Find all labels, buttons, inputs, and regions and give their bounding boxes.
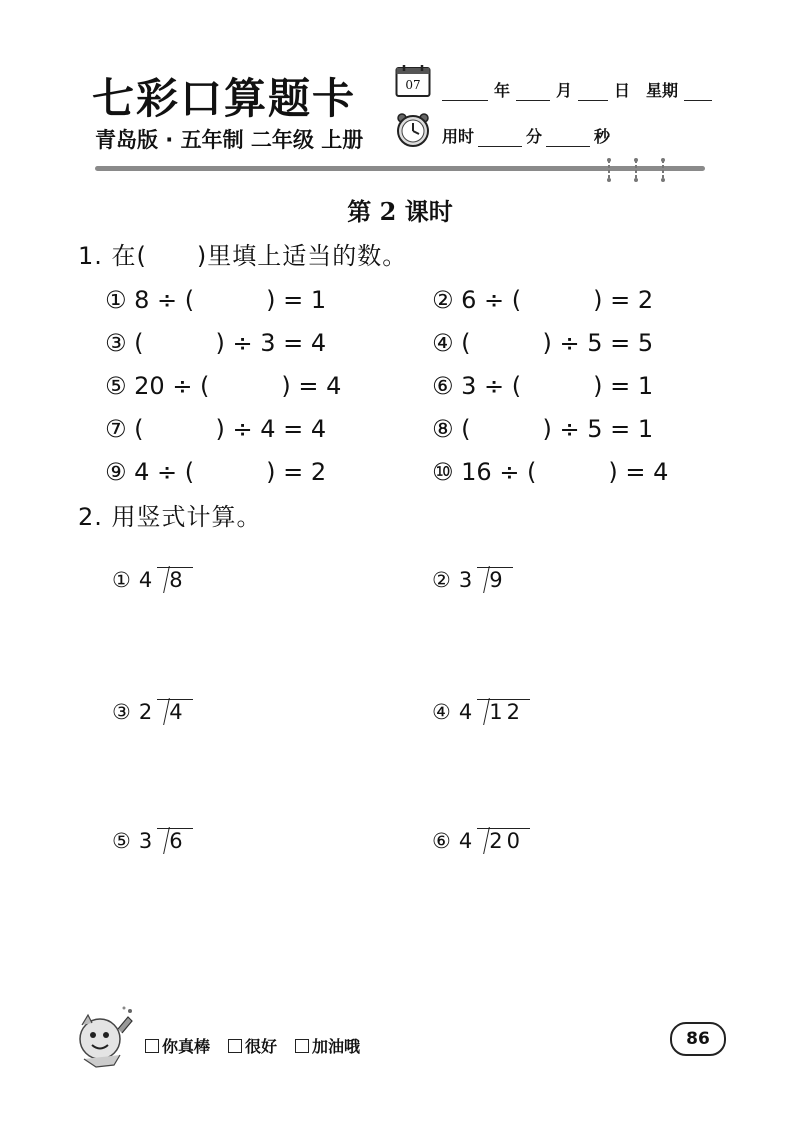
- item-label: ②: [432, 567, 451, 592]
- fill-equation-7: ⑦ ( ) ÷ 4 = 4: [105, 415, 327, 443]
- binder-clip-icon: [607, 157, 611, 183]
- division-bracket: [477, 567, 512, 592]
- rating-option-good[interactable]: [228, 1034, 277, 1057]
- rating-label: 加油哦: [312, 1037, 361, 1056]
- dividend: 20: [489, 829, 524, 853]
- time-fill-line: [442, 124, 610, 147]
- dividend: 9: [489, 568, 507, 592]
- item-label: ④: [432, 699, 451, 724]
- day-blank[interactable]: [578, 86, 608, 101]
- second-label: 秒: [594, 127, 611, 146]
- month-blank[interactable]: [516, 86, 550, 101]
- rating-label: 很好: [245, 1037, 278, 1056]
- item-label: ①: [112, 567, 131, 592]
- checkbox[interactable]: [145, 1039, 159, 1053]
- binder-clip-icon: [661, 157, 665, 183]
- time-used-label: 用时: [442, 127, 475, 146]
- item-label: ⑤: [112, 828, 131, 853]
- fill-equation-9: ⑨ 4 ÷ ( ) = 2: [105, 458, 327, 486]
- division-bracket: [157, 567, 192, 592]
- item-label: ③: [112, 699, 131, 724]
- long-division-5: [112, 828, 193, 853]
- divisor: 4: [138, 567, 153, 592]
- header-divider: [95, 166, 705, 171]
- division-bracket: [477, 828, 530, 853]
- divisor: 4: [458, 828, 473, 853]
- page-number: 86: [670, 1022, 726, 1056]
- fill-equation-5: ⑤ 20 ÷ ( ) = 4: [105, 372, 342, 400]
- rating-option-great[interactable]: [145, 1034, 210, 1057]
- long-division-3: [112, 699, 193, 724]
- month-label: 月: [556, 81, 573, 100]
- fill-equation-10: ⑩ 16 ÷ ( ) = 4: [432, 458, 669, 486]
- mascot-icon: [70, 1005, 138, 1071]
- checkbox[interactable]: [295, 1039, 309, 1053]
- clock-icon: [395, 112, 431, 148]
- divisor: 3: [458, 567, 473, 592]
- brand-title: 七彩口算题卡: [92, 74, 357, 123]
- weekday-label: 星期: [646, 81, 679, 100]
- second-blank[interactable]: [546, 132, 590, 147]
- weekday-blank[interactable]: [684, 86, 712, 101]
- divisor: 3: [138, 828, 153, 853]
- page-header: [0, 0, 800, 185]
- date-fill-line: [442, 78, 712, 101]
- division-bracket: [157, 699, 192, 724]
- binder-clip-icon: [634, 157, 638, 183]
- calendar-icon: [395, 64, 431, 98]
- divisor: 4: [458, 699, 473, 724]
- minute-label: 分: [526, 127, 543, 146]
- year-blank[interactable]: [442, 86, 488, 101]
- minute-blank[interactable]: [478, 132, 522, 147]
- long-division-4: [432, 699, 530, 724]
- question-1-heading: 1. 在( )里填上适当的数。: [78, 242, 408, 270]
- day-label: 日: [614, 81, 631, 100]
- fill-equation-1: ① 8 ÷ ( ) = 1: [105, 286, 327, 314]
- divisor: 2: [138, 699, 153, 724]
- long-division-1: [112, 567, 193, 592]
- edition-label: 青岛版 · 五年制 二年级 上册: [95, 128, 364, 152]
- calendar-day: 07: [405, 78, 421, 92]
- dividend: 12: [489, 700, 524, 724]
- dividend: 4: [169, 700, 187, 724]
- fill-equation-4: ④ ( ) ÷ 5 = 5: [432, 329, 654, 357]
- long-division-6: [432, 828, 530, 853]
- rating-option-keep-going[interactable]: [295, 1034, 360, 1057]
- self-rating: [145, 1034, 360, 1057]
- fill-equation-8: ⑧ ( ) ÷ 5 = 1: [432, 415, 654, 443]
- lesson-title: 第 2 课时: [347, 197, 453, 226]
- fill-equation-2: ② 6 ÷ ( ) = 2: [432, 286, 654, 314]
- long-division-2: [432, 567, 513, 592]
- item-label: ⑥: [432, 828, 451, 853]
- division-bracket: [477, 699, 530, 724]
- rating-label: 你真棒: [162, 1037, 211, 1056]
- year-label: 年: [494, 81, 511, 100]
- dividend: 8: [169, 568, 187, 592]
- dividend: 6: [169, 829, 187, 853]
- fill-equation-6: ⑥ 3 ÷ ( ) = 1: [432, 372, 654, 400]
- fill-equation-3: ③ ( ) ÷ 3 = 4: [105, 329, 327, 357]
- division-bracket: [157, 828, 192, 853]
- question-2-heading: 2. 用竖式计算。: [78, 503, 262, 531]
- checkbox[interactable]: [228, 1039, 242, 1053]
